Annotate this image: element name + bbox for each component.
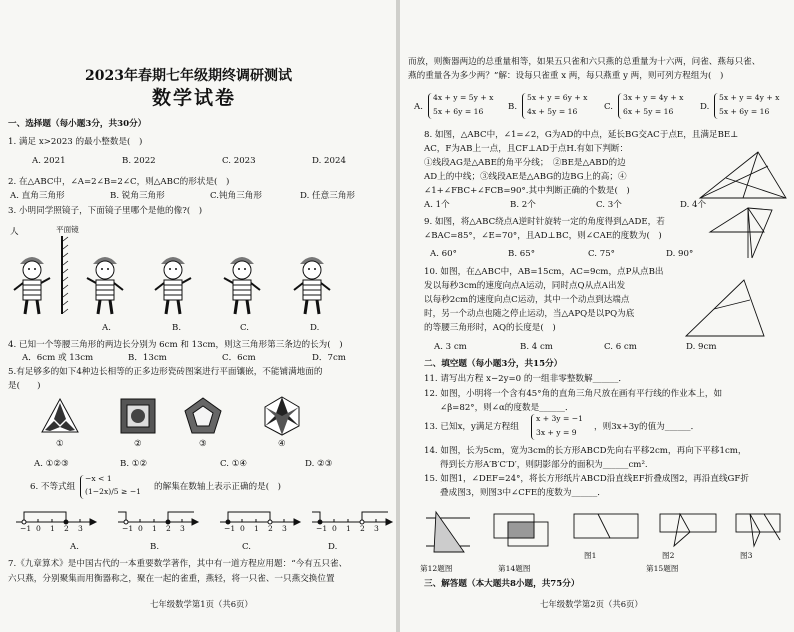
q8-option-b: B. 2个 (510, 200, 536, 210)
q10-triangle-figure (684, 278, 784, 340)
nl-b-tick-0: 0 (138, 524, 143, 533)
q2-option-d: D. 任意三角形 (300, 191, 356, 201)
question-10-line3: 以每秒2cm的速度向点C运动，其中一个动点到达端点 (424, 295, 630, 305)
question-11: 11. 请写出方程 x−2y=0 的一组非零整数解______． (424, 374, 627, 384)
caption-fig-15-3: 图3 (740, 551, 753, 560)
q4-option-d: D．7cm (312, 353, 346, 363)
q4-option-b: B．13cm (128, 353, 167, 363)
tile-pentagon-figure (183, 396, 223, 436)
q9-option-c: C. 75° (588, 249, 615, 259)
q6-option-d: D. (328, 542, 338, 552)
tile-triangle-figure (40, 397, 80, 435)
nl-c-tick-0: 0 (240, 524, 245, 533)
q10-option-b: B. 4 cm (520, 342, 553, 352)
nl-a-tick-1: 1 (50, 524, 55, 533)
q7-option-d-eq2: 5x + 6y = 16 (719, 107, 770, 116)
q3-option-b: B. (172, 323, 182, 333)
section-1-heading: 一、选择题（每小题3分，共30分） (8, 119, 147, 129)
q9-rotation-figure (708, 206, 778, 262)
q3-option-d: D. (310, 323, 320, 333)
nl-c-tick-1: 1 (254, 524, 259, 533)
question-8-line4: AD上的中线；③线段AE是△ABG的边BG上的高；④ (424, 172, 627, 182)
question-12-line1: 12. 如图，小明将一个含有45°角的直角三角尺放在画有平行线的作业本上，如 (424, 389, 723, 399)
q8-option-d: D. 4个 (680, 200, 707, 210)
nl-b-tick-neg1: −1 (122, 524, 134, 533)
q1-option-c: C. 2023 (222, 156, 256, 166)
q7-option-a-eq2: 5x + 6y = 16 (433, 107, 484, 116)
q1-option-b: B. 2022 (122, 156, 156, 166)
q3-mirror-label: 平面镜 (56, 225, 79, 234)
q7-option-c-eq2: 6x + 5y = 16 (623, 107, 674, 116)
q7-option-b-eq2: 4x + 5y = 16 (527, 107, 578, 116)
boy-figure-a (85, 250, 125, 318)
question-7-line3: 而放，则衡器两边的总重量相等，如果五只雀和六只燕的总重量为十六两，问雀、燕每只雀、 (408, 57, 761, 67)
q10-option-c: C. 6 cm (604, 342, 637, 352)
q5-option-b: B. ①② (120, 459, 148, 469)
q5-option-c: C. ①④ (220, 459, 248, 469)
q7-option-b-eq1: 5x + y = 6y + x (527, 93, 588, 102)
q8-option-c: C. 3个 (596, 200, 622, 210)
question-5-line1: 5.有足够多的如下4种边长相等的正多边形瓷砖图案进行平面镶嵌，不能铺满地面的 (8, 367, 323, 377)
nl-d-tick-3: 3 (374, 524, 379, 533)
tile-label-4: ④ (278, 439, 286, 449)
section-2-heading: 二、填空题（每小题3分，共15分） (424, 359, 563, 369)
section-3-heading: 三、解答题（本大题共8小题，共75分） (424, 579, 580, 589)
tile-square-figure (120, 398, 156, 434)
caption-fig-14: 第14题图 (498, 564, 531, 573)
q7-option-c-eq1: 3x + y = 4y + x (623, 93, 684, 102)
question-13-prefix: 13. 已知x，y满足方程组 (424, 422, 519, 432)
caption-fig-12: 第12题图 (420, 564, 453, 573)
question-1: 1. 满足 x>2023 的最小整数是( ) (8, 137, 143, 147)
boy-figure-d (292, 250, 332, 318)
q7-option-a-label: A. (414, 102, 423, 112)
exam-title: 2023年春期七年级期终调研测试 (85, 68, 292, 84)
question-8-line1: 8. 如图，△ABC中，∠1=∠2，G为AD的中点，延长BG交AC于点E，且满足BE⊥ (424, 130, 739, 140)
number-line-options (14, 504, 394, 540)
page-1-footer: 七年级数学第1页（共6页） (150, 599, 253, 609)
nl-d-tick-neg1: −1 (316, 524, 328, 533)
q1-option-d: D. 2024 (312, 156, 346, 166)
tile-label-1: ① (56, 439, 64, 449)
question-14-line1: 14. 如图，长为5cm，宽为3cm的长方形ABCD先向右平移2cm，再向下平移1cm， (424, 446, 747, 456)
nl-d-tick-2: 2 (360, 524, 365, 533)
nl-b-tick-3: 3 (180, 524, 185, 533)
question-6-suffix: 的解集在数轴上表示正确的是( ) (154, 482, 282, 492)
nl-b-tick-1: 1 (152, 524, 157, 533)
q5-option-d: D. ②③ (305, 459, 333, 469)
tile-label-3: ③ (199, 439, 207, 449)
caption-fig-15-1: 图1 (584, 551, 597, 560)
q4-option-a: A．6cm 或 13cm (22, 353, 94, 363)
question-8-line2: AC，F为AB上一点，且CF⊥AD于点H.有如下判断： (424, 144, 629, 154)
q10-option-d: D. 9cm (686, 342, 717, 352)
question-13-suffix: ，则3x+3y的值为______． (594, 422, 700, 432)
q13-eq1: x + 3y = −1 (536, 414, 583, 423)
question-15-line1: 15. 如图1，∠DEF=24°，将长方形纸片ABCD沿直线EF折叠成图2，再沿直线GF折 (424, 474, 749, 484)
question-10-line4: 时，另一个动点也随之停止运动，当△APQ是以PQ为底 (424, 309, 635, 319)
tile-hexagon-figure (262, 396, 302, 436)
question-6-prefix: 6. 不等式组 (30, 482, 76, 492)
caption-fig-15-2: 图2 (662, 551, 675, 560)
question-12-line2: ∠β=82°，则∠α的度数是______． (440, 403, 574, 413)
question-9-line1: 9. 如图，将△ABC绕点A逆时针旋转一定的角度得到△ADE，若 (424, 217, 665, 227)
caption-fig-15: 第15题图 (646, 564, 679, 573)
q2-option-b: B. 锐角三角形 (110, 191, 165, 201)
nl-a-tick-0: 0 (36, 524, 41, 533)
q6-inequality-2: (1−2x)/5 ≥ −1 (85, 487, 142, 496)
q2-option-a: A. 直角三角形 (10, 191, 65, 201)
boy-figure-c (222, 250, 262, 318)
question-8-line3: ①线段AG是△ABE的角平分线； ②BE是△ABD的边 (424, 158, 626, 168)
question-4: 4. 已知一个等腰三角形的两边长分别为 6cm 和 13cm，则这三角形第三条边的长为( ) (8, 340, 343, 350)
q9-option-a: A. 60° (430, 249, 457, 259)
boy-figure-original (12, 250, 52, 318)
q8-triangle-figure (698, 150, 788, 202)
question-2: 2. 在△ABC中，∠A=2∠B=2∠C，则△ABC的形状是( ) (8, 177, 230, 187)
question-7-line4: 燕的重量各为多少两？”解：设每只雀重 x 两，每只燕重 y 两，则可列方程组为( ) (408, 71, 724, 81)
nl-d-tick-0: 0 (332, 524, 337, 533)
nl-a-tick-3: 3 (78, 524, 83, 533)
q7-option-d-label: D. (700, 102, 710, 112)
q7-option-b-label: B. (508, 102, 518, 112)
q5-option-a: A. ①②③ (34, 459, 69, 469)
question-10-line1: 10. 如图，在△ABC中，AB=15cm，AC=9cm，点P从点B出 (424, 267, 664, 277)
question-9-line2: ∠BAC=85°，∠E=70°，且AD⊥BC，则∠CAE的度数为( ) (424, 231, 662, 241)
question-3: 3. 小明同学照镜子，下面镜子里哪个是他的像?( ) (8, 206, 203, 216)
q2-option-c: C.钝角三角形 (210, 191, 262, 201)
nl-d-tick-1: 1 (346, 524, 351, 533)
exam-page-1 (0, 0, 396, 632)
q6-option-b: B. (150, 542, 160, 552)
question-7-line2: 六只燕，分别聚集而用衡器称之，聚在一起的雀重，燕轻，将一只雀、一只燕交换位置 (8, 574, 335, 584)
q8-option-a: A. 1个 (424, 200, 450, 210)
q3-option-c: C. (240, 323, 250, 333)
q9-option-d: D. 90° (666, 249, 694, 259)
q7-option-c-label: C. (604, 102, 614, 112)
mirror-figure (60, 236, 70, 316)
exam-page-2 (400, 0, 794, 632)
q7-option-a-eq1: 4x + y = 5y + x (433, 93, 494, 102)
q13-eq2: 3x + y = 9 (536, 428, 577, 437)
nl-a-tick-2: 2 (64, 524, 69, 533)
q6-option-c: C. (242, 542, 252, 552)
nl-c-tick-neg1: −1 (224, 524, 236, 533)
nl-c-tick-2: 2 (268, 524, 273, 533)
question-7-line1: 7.《九章算术》是中国古代的一本重要数学著作，其中有一道方程应用题：“今有五只雀、 (8, 559, 348, 569)
q10-option-a: A. 3 cm (434, 342, 467, 352)
nl-c-tick-3: 3 (282, 524, 287, 533)
question-14-line2: 得到长方形A′B′C′D′，则阴影部分的面积为______cm². (440, 460, 648, 470)
subject-title: 数学试卷 (152, 87, 237, 109)
q6-inequality-1: −x < 1 (85, 474, 112, 483)
question-15-line2: 叠成图3，则图3中∠CFE的度数为______． (440, 488, 606, 498)
nl-b-tick-2: 2 (166, 524, 171, 533)
q4-option-c: C．6cm (222, 353, 256, 363)
question-10-line2: 发以每秒3cm的速度向点A运动，同时点Q从点A出发 (424, 281, 626, 291)
q9-option-b: B. 65° (508, 249, 536, 259)
fill-in-figures (424, 506, 784, 560)
question-5-line2: 是( ) (8, 381, 41, 391)
tile-label-2: ② (134, 439, 142, 449)
q1-option-a: A. 2021 (32, 156, 66, 166)
boy-figure-b (153, 250, 193, 318)
q3-option-a: A. (102, 323, 111, 333)
q6-option-a: A. (70, 542, 79, 552)
question-8-line5: ∠1+∠FBC+∠FCB=90°.其中判断正确的个数是( ) (424, 186, 630, 196)
q3-person-label: 人 (10, 227, 19, 237)
nl-a-tick-neg1: −1 (20, 524, 32, 533)
page-2-footer: 七年级数学第2页（共6页） (540, 599, 643, 609)
question-10-line5: 的等腰三角形时，AQ的长度是( ) (424, 323, 556, 333)
q7-option-d-eq1: 5x + y = 4y + x (719, 93, 780, 102)
